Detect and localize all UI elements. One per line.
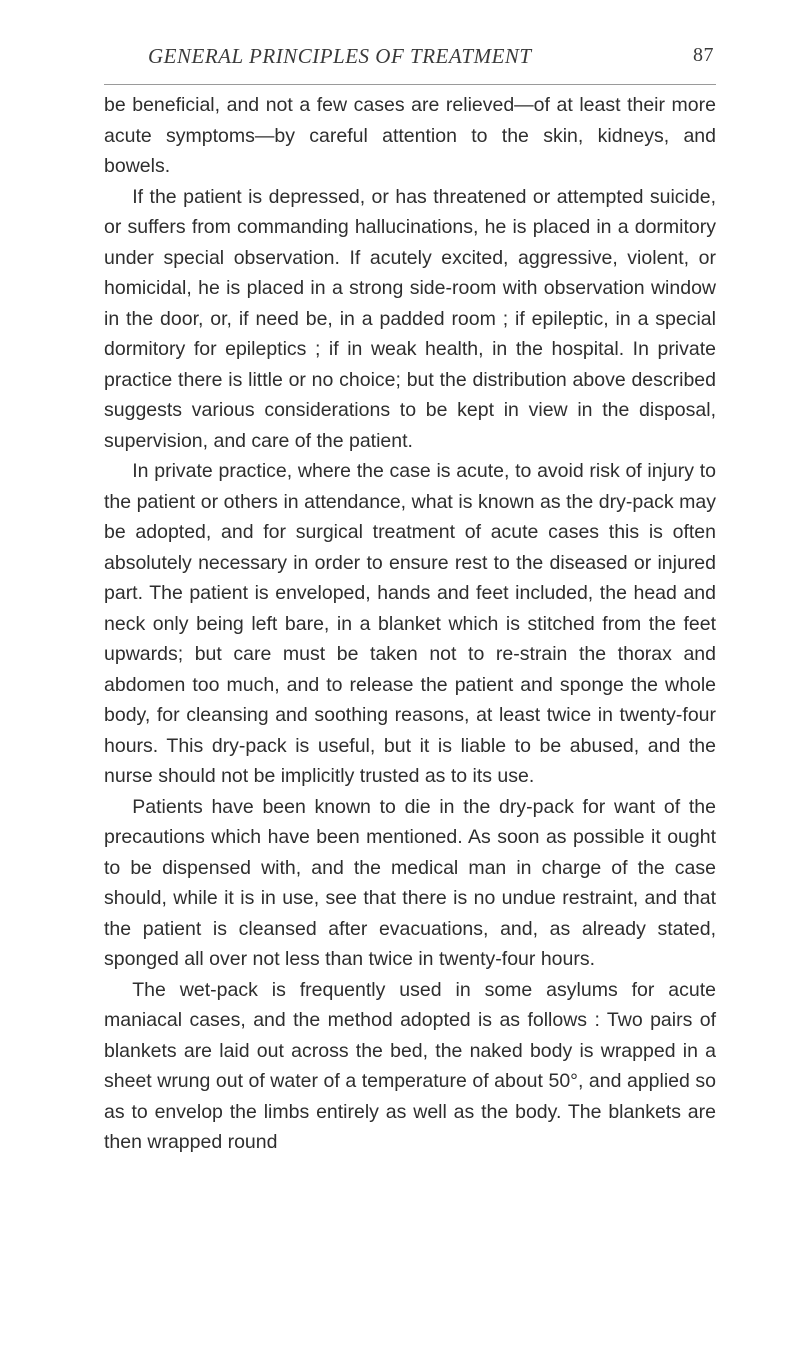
page-number: 87 — [693, 44, 714, 66]
paragraph-dry-pack-precautions: Patients have been known to die in the dry-pack for want of the precautions which have been mentioned. As soon as possible it ought to be dispensed with, and the medical man in charge of the case should, while it is in use, see that there is no undue restraint, and that the patient is cleansed after evacuations, and, as already stated, sponged all over not less than twice in twenty-four hours. — [104, 795, 716, 970]
header-rule — [104, 84, 716, 85]
paragraph-continued: be beneficial, and not a few cases are relieved—of at least their more acute symptoms—by careful attention to the skin, kidneys, and bowels. — [104, 94, 716, 177]
body-text — [104, 90, 716, 1158]
paragraph-wet-pack: The wet-pack is frequently used in some asylums for acute maniacal cases, and the method adopted is as follows : Two pairs of blankets are laid out across the bed, the naked body is wrapped in a sheet wrung out of water of a temperature of about 50°, and applied so as to envelop the limbs entirely as well as the body. The blankets are then wrapped round — [104, 978, 716, 1153]
paragraph-dry-pack: In private practice, where the case is acute, to avoid risk of injury to the patient or others in attendance, what is known as the dry-pack may be adopted, and for surgical treatment of acute cases this is often absolutely necessary in order to ensure rest to the diseased or injured part. The patient is enveloped, hands and feet included, the head and neck only being left bare, in a blanket which is stitched from the feet upwards; but care must be taken not to re-strain the thorax and abdomen too much, and to release the patient and sponge the whole body, for cleansing and soothing reasons, at least twice in twenty-four hours. This dry-pack is useful, but it is liable to be abused, and the nurse should not be implicitly trusted as to its use. — [104, 460, 716, 787]
running-title: GENERAL PRINCIPLES OF TREATMENT — [148, 44, 532, 68]
paragraph-dormitory-placement: If the patient is depressed, or has threatened or attempted suicide, or suffers from commanding hallucinations, he is placed in a dormitory under special observation. If acutely excited, aggressive, violent, or homicidal, he is placed in a strong side-room with observation window in the door, or, if need be, in a padded room ; if epileptic, in a special dormitory for epileptics ; if in weak health, in the hospital. In private practice there is little or no choice; but the distribution above described suggests various considerations to be kept in view in the disposal, supervision, and care of the patient. — [104, 185, 716, 452]
running-head — [148, 44, 714, 84]
